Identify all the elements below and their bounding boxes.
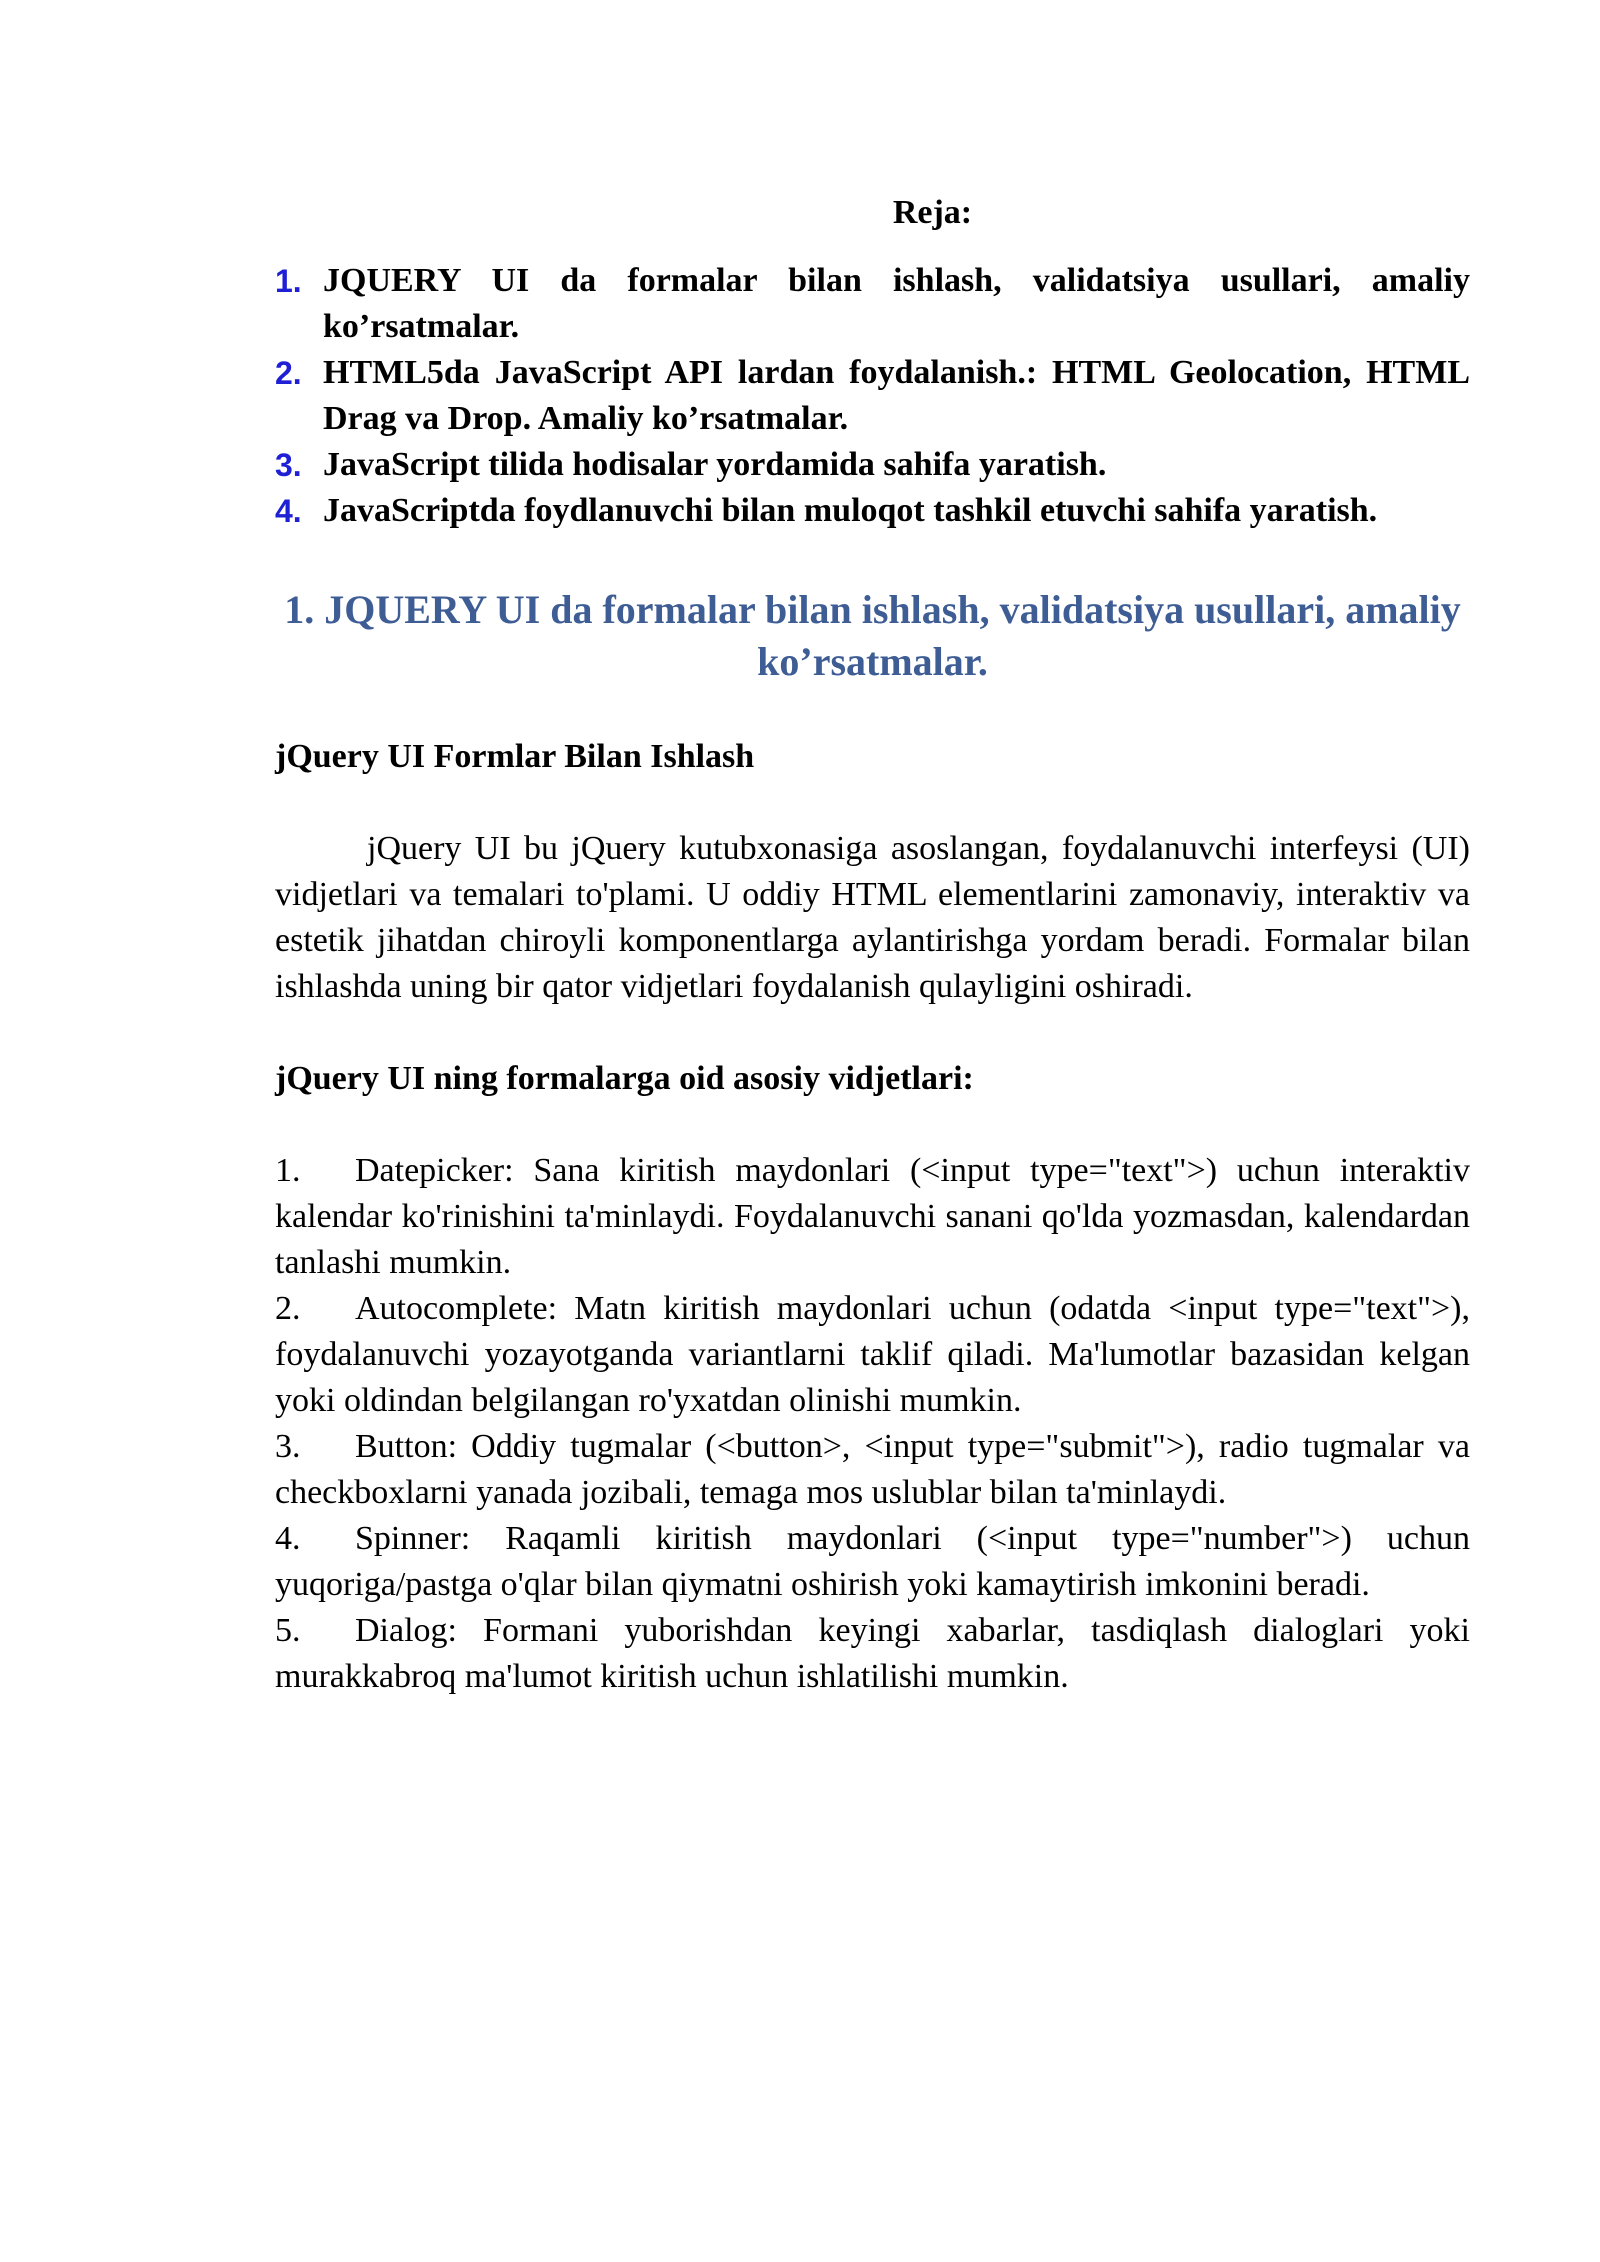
widget-item-number: 5. <box>275 1612 301 1649</box>
widget-item-text: Spinner: Raqamli kiritish maydonlari (<input type="number">) uchun yuqoriga/pastga o'qlar bilan qiymatni oshirish yoki kamaytirish imkonini beradi. <box>275 1520 1470 1603</box>
widget-item-autocomplete <box>275 1286 1470 1424</box>
subheading-widgets: jQuery UI ning formalarga oid asosiy vidjetlari: <box>275 1060 974 1097</box>
section-heading: 1. JQUERY UI da formalar bilan ishlash, validatsiya usullari, amaliy ko’rsatmalar. <box>284 587 1461 684</box>
widget-item-number: 1. <box>275 1152 301 1189</box>
plan-item-number: 3. <box>275 447 302 483</box>
widget-item-datepicker <box>275 1148 1470 1286</box>
plan-item-text: JQUERY UI da formalar bilan ishlash, validatsiya usullari, amaliy ko’rsatmalar. <box>323 262 1470 345</box>
widget-item-dialog <box>275 1608 1470 1700</box>
plan-item <box>275 442 1470 488</box>
widget-item-text: Button: Oddiy tugmalar (<button>, <input type="submit">), radio tugmalar va checkboxlarni yanada jozibali, temaga mos uslublar bilan ta'minlaydi. <box>275 1428 1470 1511</box>
plan-item-text: HTML5da JavaScript API lardan foydalanish.: HTML Geolocation, HTML Drag va Drop. Amaliy ko’rsatmalar. <box>323 354 1470 437</box>
widget-item-text: Autocomplete: Matn kiritish maydonlari uchun (odatda <input type="text">), foydalanuvchi yozayotganda variantlarni taklif qiladi. Ma'lumotlar bazasidan kelgan yoki oldindan belgilangan ro'yxatdan olinishi mumkin. <box>275 1290 1470 1419</box>
plan-title: Reja: <box>892 194 973 231</box>
subheading-forms: jQuery UI Formlar Bilan Ishlash <box>275 738 755 775</box>
widget-item-text: Dialog: Formani yuborishdan keyingi xabarlar, tasdiqlash dialoglari yoki murakkabroq ma'lumot kiritish uchun ishlatilishi mumkin. <box>275 1612 1470 1695</box>
widget-list <box>275 1148 1470 1700</box>
widget-item-spinner <box>275 1516 1470 1608</box>
widget-item-text: Datepicker: Sana kiritish maydonlari (<input type="text">) uchun interaktiv kalendar ko'rinishini ta'minlaydi. Foydalanuvchi sanani qo'lda yozmasdan, kalendardan tanlashi mumkin. <box>275 1152 1470 1281</box>
widget-item-number: 2. <box>275 1290 301 1327</box>
plan-item-number: 2. <box>275 355 302 391</box>
plan-item-number: 1. <box>275 263 302 299</box>
intro-paragraph: jQuery UI bu jQuery kutubxonasiga asoslangan, foydalanuvchi interfeysi (UI) vidjetlari va temalari to'plami. U oddiy HTML elementlarini zamonaviy, interaktiv va estetik jihatdan chiroyli komponentlarga aylantirishga yordam beradi. Formalar bilan ishlashda uning bir qator vidjetlari foydalanish qulayligini oshiradi. <box>275 830 1470 1005</box>
widget-item-number: 4. <box>275 1520 301 1557</box>
plan-item <box>275 350 1470 442</box>
plan-item <box>275 488 1470 534</box>
document-page <box>275 190 1470 1700</box>
widget-item-button <box>275 1424 1470 1516</box>
plan-item-text: JavaScriptda foydlanuvchi bilan muloqot tashkil etuvchi sahifa yaratish. <box>323 492 1378 529</box>
plan-list <box>275 258 1470 534</box>
plan-item <box>275 258 1470 350</box>
plan-item-text: JavaScript tilida hodisalar yordamida sahifa yaratish. <box>323 446 1107 483</box>
widget-item-number: 3. <box>275 1428 301 1465</box>
plan-item-number: 4. <box>275 493 302 529</box>
